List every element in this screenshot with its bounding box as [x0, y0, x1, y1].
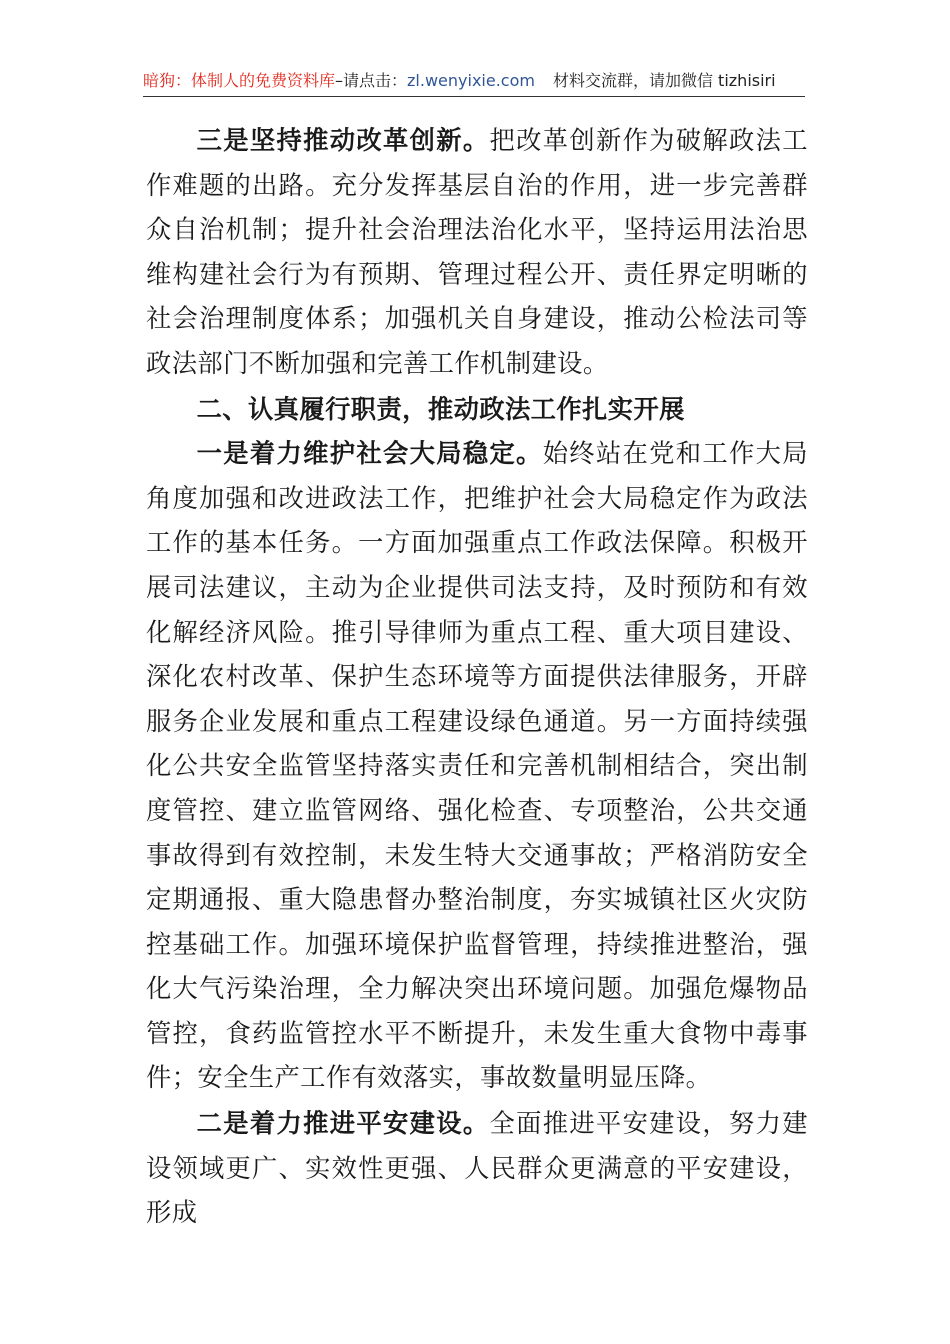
paragraph-social-stability	[146, 431, 808, 1101]
paragraph-lead: 二是着力推进平安建设。	[196, 1108, 490, 1139]
paragraph-lead: 三是坚持推动改革创新。	[196, 125, 490, 155]
section-heading: 二、认真履行职责，推动政法工作扎实开展	[196, 393, 685, 424]
document-body	[146, 118, 808, 1236]
paragraph-text: 全面推进平安建设，努力建设领域更广、实效性更强、人民群众更满意的平安建设，形成	[146, 1109, 808, 1228]
header-url-link[interactable]: zl.wenyixie.com	[407, 71, 535, 90]
header-click-prompt: –请点击：	[335, 71, 408, 90]
paragraph-text: 始终站在党和工作大局角度加强和改进政法工作，把维护社会大局稳定作为政法工作的基本任务。一方面加强重点工作政法保障。积极开展司法建议，主动为企业提供司法支持，及时预防和有效化解经济风险。推引导律师为重点工程、重大项目建设、深化农村改革、保护生态环境等方面提供法律服务，开辟服务企业发展和重点工程建设绿色通道。另一方面持续强化公共安全监管坚持落实责任和完善机制相结合，突出制度管控、建立监管网络、强化检查、专项整治，公共交通事故得到有效控制，未发生特大交通事故；严格消防安全定期通报、重大隐患督办整治制度，夯实城镇社区火灾防控基础工作。加强环境保护监督管理，持续推进整治，强化大气污染治理，全力解决突出环境问题。加强危爆物品管控，食药监管控水平不断提升，未发生重大食物中毒事件；安全生产工作有效落实，事故数量明显压降。	[146, 439, 808, 1093]
page-header	[143, 66, 805, 97]
paragraph-text: 把改革创新作为破解政法工作难题的出路。充分发挥基层自治的作用，进一步完善群众自治机制；提升社会治理法治化水平，坚持运用法治思维构建社会行为有预期、管理过程公开、责任界定明晰的社会治理制度体系；加强机关自身建设，推动公检法司等政法部门不断加强和完善工作机制建设。	[146, 126, 808, 378]
header-group-note: 材料交流群，请加微信 tizhisiri	[552, 71, 776, 90]
header-site-name: 暗狗：体制人的免费资料库	[143, 71, 336, 90]
paragraph-lead: 一是着力维护社会大局稳定。	[196, 438, 543, 469]
paragraph-reform-innovation	[146, 118, 808, 387]
paragraph-safety-construction	[146, 1101, 808, 1236]
